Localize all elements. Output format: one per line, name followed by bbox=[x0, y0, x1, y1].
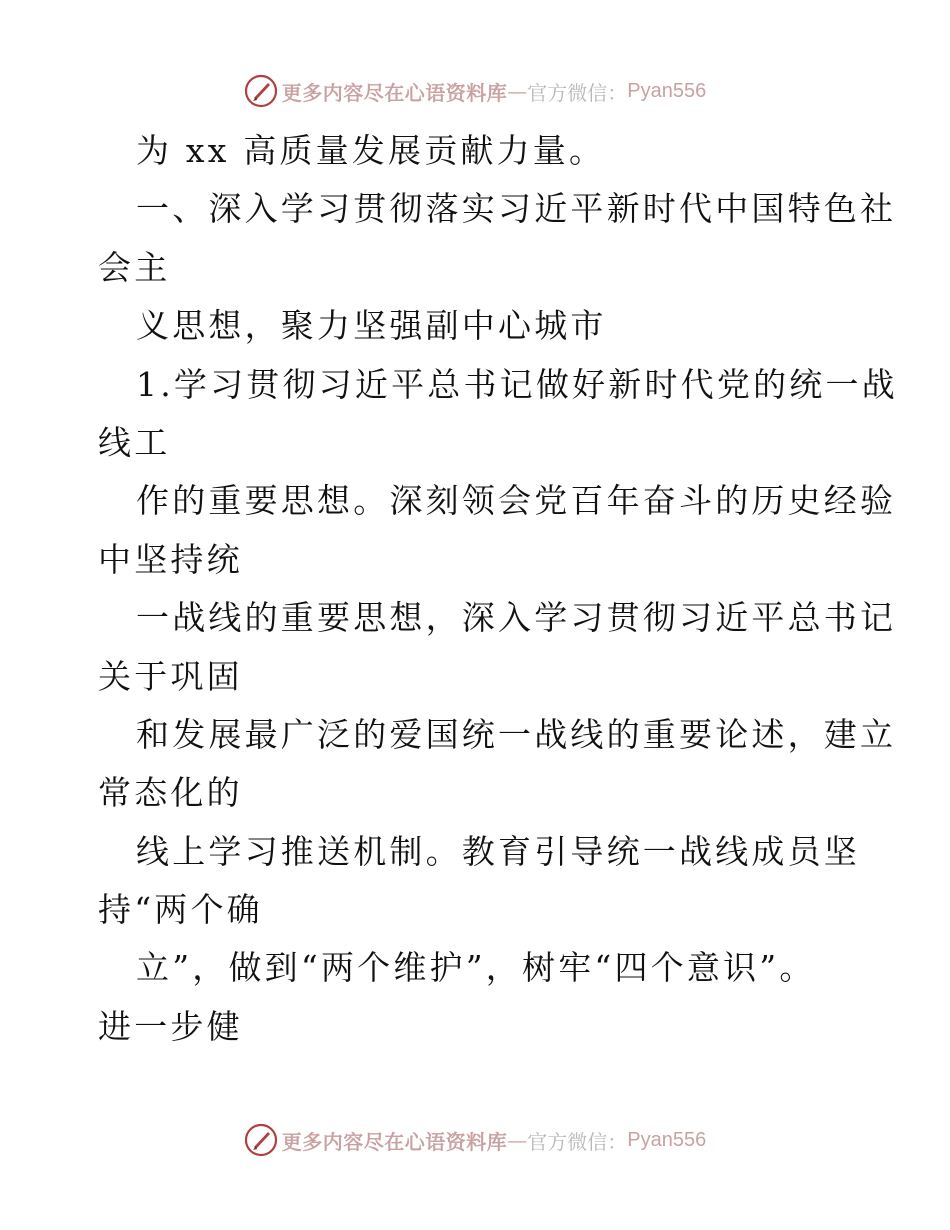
watermark-text: 更多内容尽在心语资料库 bbox=[281, 1129, 508, 1154]
text-line: 线工 bbox=[98, 422, 171, 462]
watermark-wechat-label: 官方微信： bbox=[527, 80, 628, 105]
watermark-wechat-label: 官方微信： bbox=[527, 1129, 628, 1154]
document-body bbox=[98, 122, 898, 1056]
text-line: 立”，做到“两个维护”，树牢“四个意识”。 bbox=[136, 948, 816, 988]
text-line: 作的重要思想。深刻领会党百年奋斗的历史经验 bbox=[136, 481, 897, 521]
text-line: 为 xx 高质量发展贡献力量。 bbox=[136, 131, 606, 170]
text-line: 线上学习推送机制。教育引导统一战线成员坚 bbox=[136, 831, 860, 871]
text-line: 会主 bbox=[98, 247, 171, 287]
text-line: 常态化的 bbox=[98, 773, 243, 813]
text-line: 关于巩固 bbox=[98, 656, 243, 696]
text-line: 持“两个确 bbox=[98, 890, 263, 930]
text-line: 进一步健 bbox=[98, 1006, 243, 1046]
footer-watermark bbox=[0, 1120, 950, 1160]
watermark-dash: — bbox=[507, 1128, 528, 1152]
text-line: 一、深入学习贯彻落实习近平新时代中国特色社 bbox=[136, 189, 897, 229]
quill-pen-logo-icon bbox=[244, 1123, 278, 1157]
header-watermark bbox=[0, 71, 950, 111]
quill-pen-logo-icon bbox=[244, 74, 278, 108]
text-line: 1.学习贯彻习近平总书记做好新时代党的统一战 bbox=[136, 364, 898, 404]
text-line: 义思想，聚力坚强副中心城市 bbox=[136, 306, 607, 346]
text-line: 一战线的重要思想，深入学习贯彻习近平总书记 bbox=[136, 598, 897, 638]
watermark-wechat-id: Pyan556 bbox=[627, 79, 707, 102]
watermark-text: 更多内容尽在心语资料库 bbox=[281, 80, 508, 105]
text-line: 和发展最广泛的爱国统一战线的重要论述，建立 bbox=[136, 714, 897, 754]
text-line: 中坚持统 bbox=[98, 539, 243, 579]
watermark-wechat-id: Pyan556 bbox=[627, 1128, 707, 1151]
watermark-dash: — bbox=[507, 79, 528, 103]
